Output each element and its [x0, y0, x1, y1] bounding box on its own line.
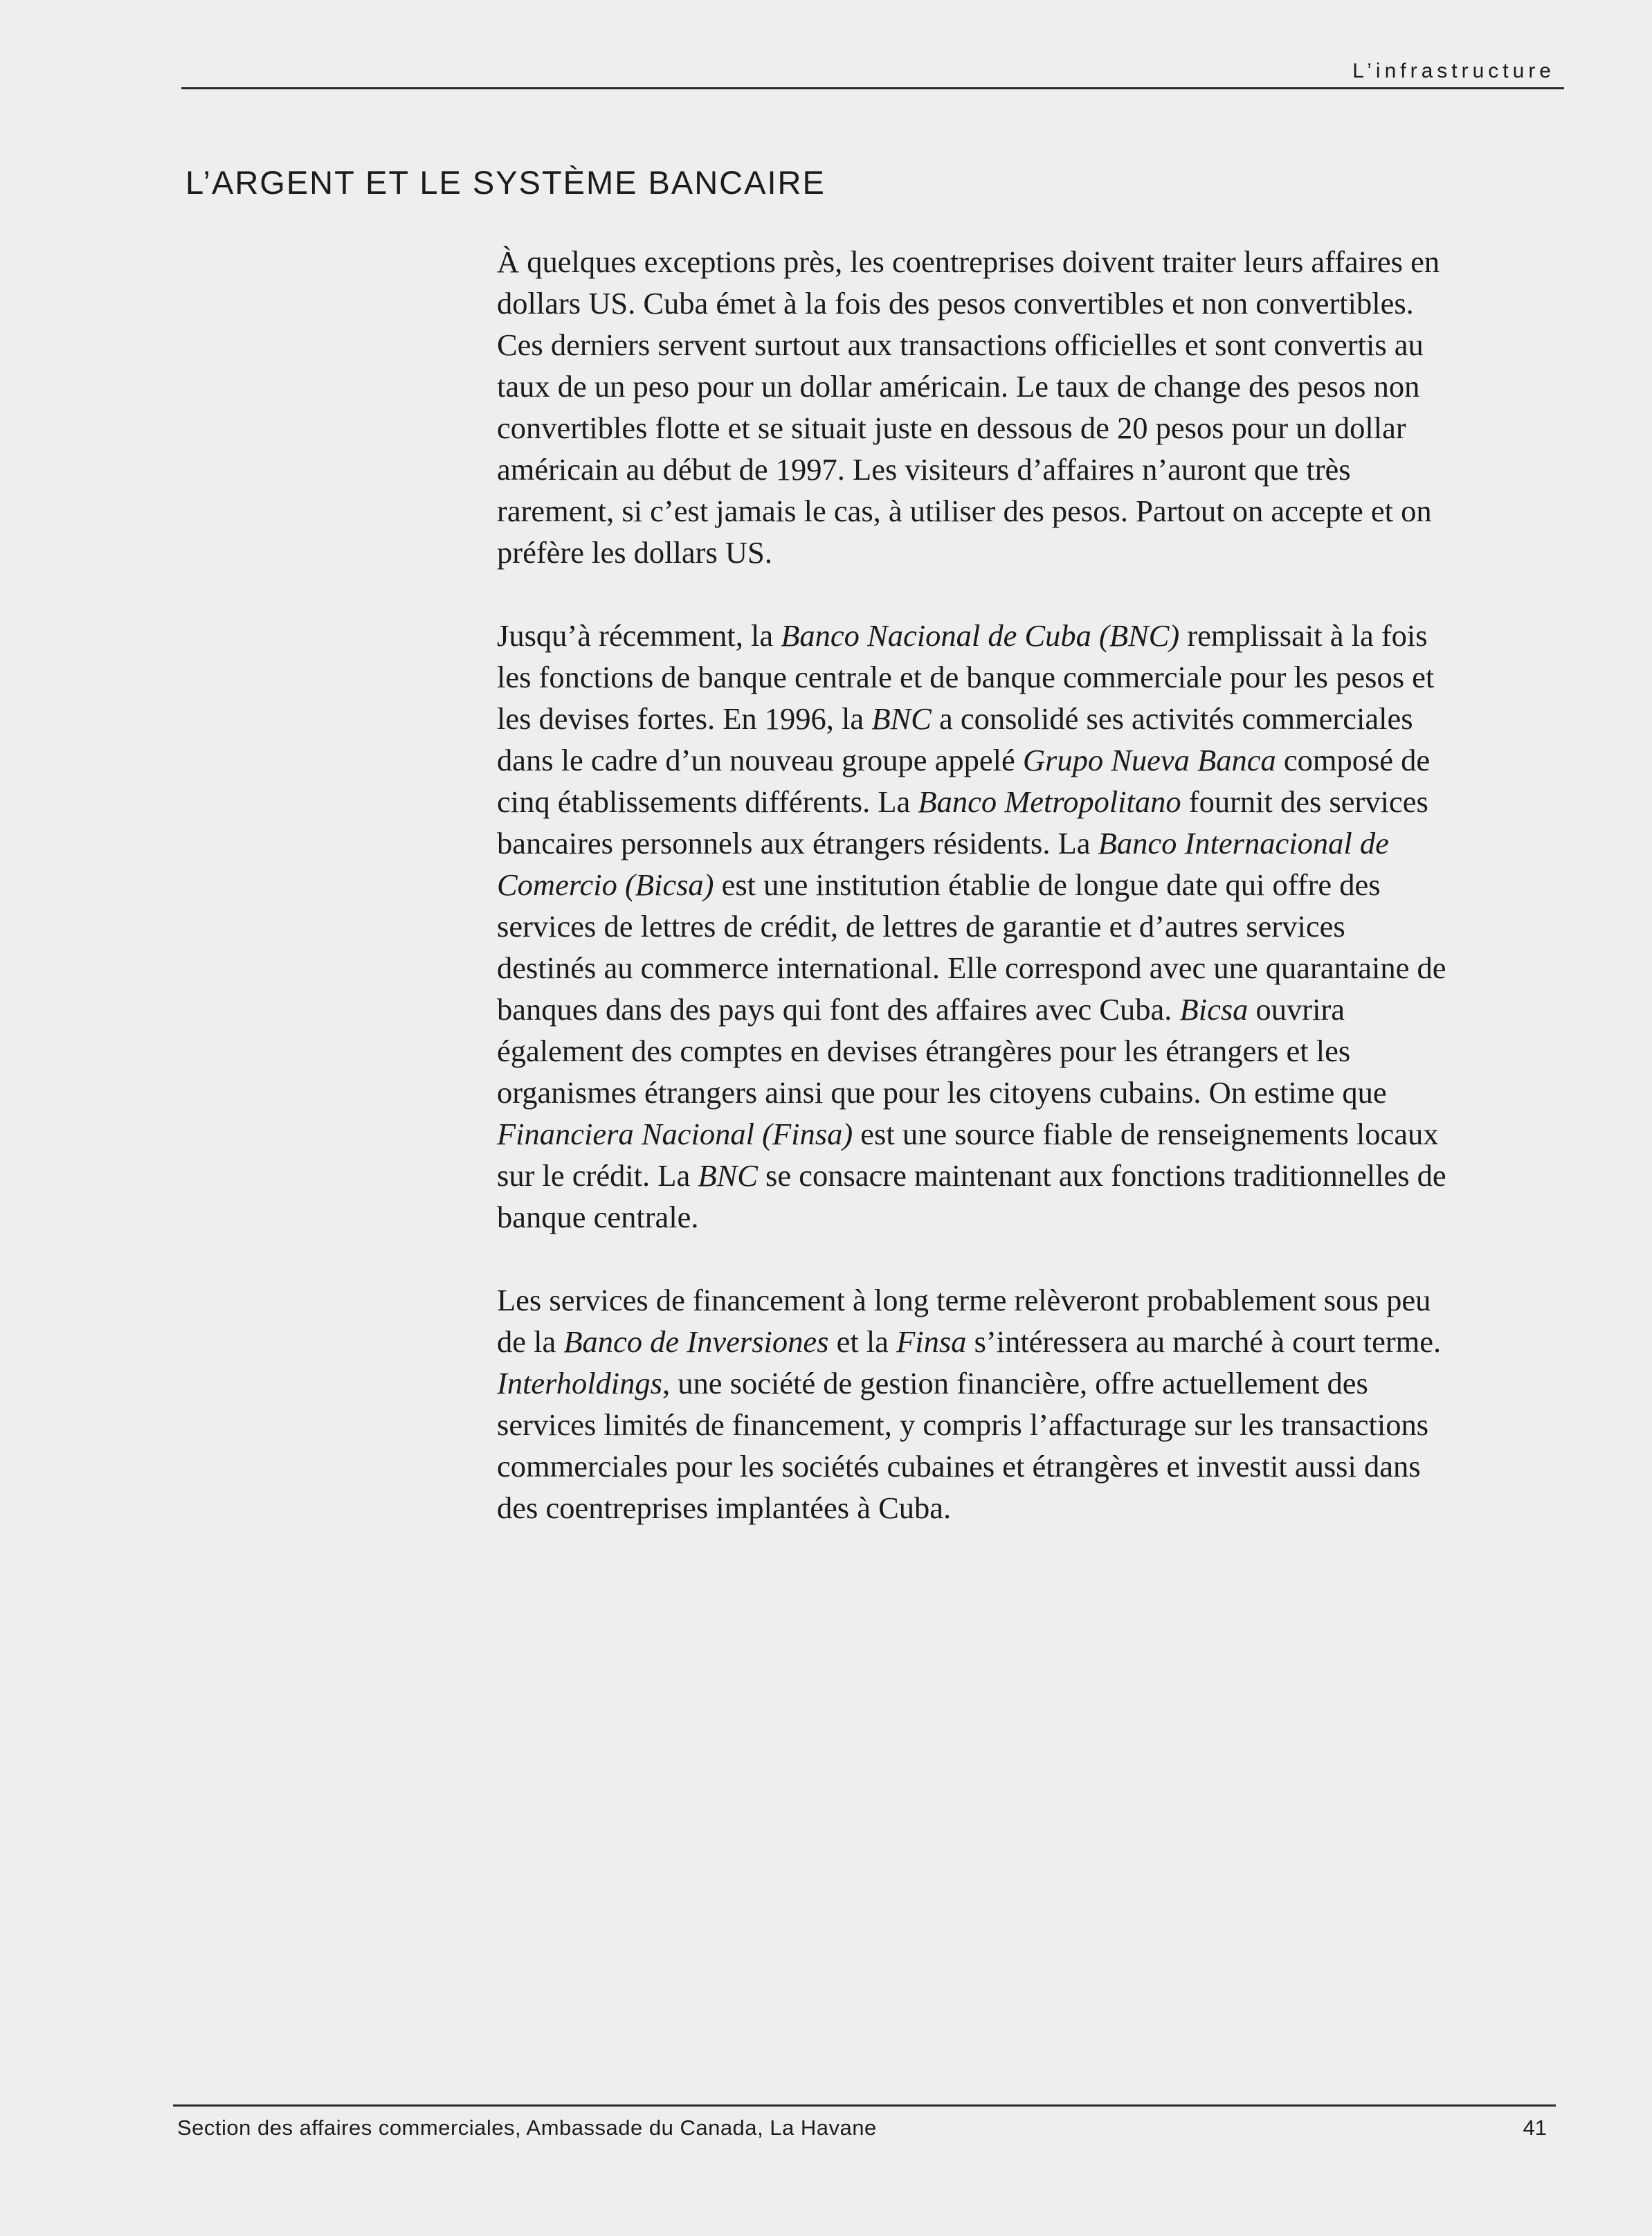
paragraph — [497, 1279, 1452, 1529]
running-head: L’infrastructure — [1352, 60, 1555, 82]
italic-term: BNC — [871, 701, 932, 736]
text-run: se consacre maintenant aux fonctions traditionnelles de banque centrale. — [497, 1158, 1446, 1234]
italic-term: Finsa — [896, 1324, 967, 1359]
header-rule — [181, 87, 1564, 89]
italic-term: Bicsa — [1179, 992, 1249, 1027]
italic-term: Interholdings — [497, 1366, 662, 1400]
italic-term: BNC — [698, 1158, 758, 1193]
text-run: composé de cinq établissements différents. La — [497, 743, 1431, 819]
italic-term: Grupo Nueva Banca — [1022, 743, 1276, 777]
text-run: s’intéressera au marché à court terme. — [966, 1324, 1442, 1359]
paragraph — [497, 615, 1452, 1238]
italic-term: Banco Metropolitano — [918, 784, 1181, 819]
italic-term: Banco de Inversiones — [563, 1324, 829, 1359]
text-run: a consolidé ses activités commerciales dans le cadre d’un nouveau groupe appelé — [497, 701, 1413, 777]
paragraph — [497, 241, 1452, 573]
footer-rule — [173, 2104, 1556, 2107]
text-run: Jusqu’à récemment, la — [497, 618, 781, 653]
text-run: et la — [828, 1324, 897, 1359]
body-text — [497, 241, 1452, 1570]
italic-term: Banco Nacional de Cuba (BNC) — [781, 618, 1180, 653]
italic-term: Financiera Nacional (Finsa) — [497, 1117, 853, 1151]
text-run: Les services de financement à long terme relèveront probablement sous peu de la — [497, 1283, 1431, 1359]
footer-text: Section des affaires commerciales, Ambassade du Canada, La Havane — [177, 2116, 877, 2140]
page-number: 41 — [1523, 2116, 1547, 2140]
text-run: fournit des services bancaires personnels aux étrangers résidents. La — [497, 784, 1428, 860]
section-title: L’ARGENT ET LE SYSTÈME BANCAIRE — [185, 164, 826, 201]
text-run: est une source fiable de renseignements locaux sur le crédit. La — [497, 1117, 1439, 1193]
text-run: remplissait à la fois les fonctions de banque centrale et de banque commerciale pour les pesos et les devises fortes. En 1996, la — [497, 618, 1435, 736]
text-run: ouvrira également des comptes en devises étrangères pour les étrangers et les organismes étrangers ainsi que pour les citoyens cubains. On estime que — [497, 992, 1387, 1110]
text-run: À quelques exceptions près, les coentreprises doivent traiter leurs affaires en dollars US. Cuba émet à la fois des pesos convertibles et non convertibles. Ces derniers servent surtout aux transactions officielles et sont convertis au taux de un peso pour un dollar américain. Le taux de change des pesos non convertibles flotte et se situait juste en dessous de 20 pesos pour un dollar américain au début de 1997. Les visiteurs d’affaires n’auront que très rarement, si c’est jamais le cas, à utiliser des pesos. Partout on accepte et on préfère les dollars US. — [497, 244, 1440, 570]
italic-term: Banco Internacional de Comercio (Bicsa) — [497, 826, 1389, 902]
text-run: , une société de gestion financière, offre actuellement des services limités de financement, y compris l’affacturage sur les transactions commerciales pour les sociétés cubaines et étrangères et investit aussi dans des coentreprises implantées à Cuba. — [497, 1366, 1429, 1525]
text-run: est une institution établie de longue date qui offre des services de lettres de crédit, de lettres de garantie et d’autres services destinés au commerce international. Elle correspond avec une quarantaine de banques dans des pays qui font des affaires avec Cuba. — [497, 867, 1446, 1027]
